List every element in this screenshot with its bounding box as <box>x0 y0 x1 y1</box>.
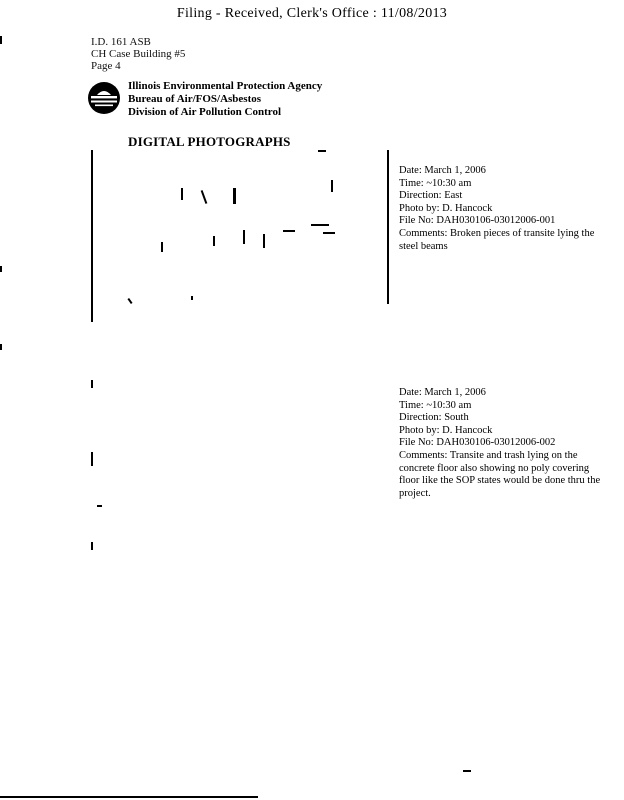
agency-name: Illinois Environmental Protection Agency <box>128 80 323 92</box>
scan-artifact <box>0 36 2 44</box>
photo-2-date: Date: March 1, 2006 <box>399 387 486 398</box>
photo-1-comments: Comments: Broken pieces of transite lying the steel beams <box>399 227 595 252</box>
photo-1-time: Time: ~10:30 am <box>399 177 472 189</box>
photo-1-file-no: File No: DAH030106-03012006-001 <box>399 215 556 227</box>
scan-artifact <box>463 770 471 772</box>
photo-2-edge-mark <box>97 505 102 507</box>
photo-2-edge-mark <box>91 452 93 466</box>
photo-2-edge-mark <box>91 380 93 388</box>
filing-stamp: Filing - Received, Clerk's Office : 11/08/2013 <box>176 6 448 21</box>
photo-1-photographer: Photo by: D. Hancock <box>399 202 493 214</box>
photo-2-time: Time: ~10:30 am <box>399 399 472 411</box>
photo-1 <box>91 150 389 304</box>
header-id: I.D. 161 ASB <box>91 36 151 48</box>
agency-division: Division of Air Pollution Control <box>128 106 282 118</box>
photo-2-comments: Comments: Transite and trash lying on the concrete floor also showing no poly covering floor like the SOP states would be done thru the project. <box>399 449 601 499</box>
photo-2-edge-mark <box>91 542 93 550</box>
agency-bureau: Bureau of Air/FOS/Asbestos <box>128 93 262 105</box>
photo-2-file-no: File No: DAH030106-03012006-002 <box>399 437 556 449</box>
illinois-epa-logo-icon <box>86 80 122 116</box>
scan-artifact <box>0 344 2 350</box>
photo-1-details <box>399 165 609 253</box>
photo-1-date: Date: March 1, 2006 <box>399 165 486 176</box>
header-page: Page 4 <box>91 60 121 72</box>
scan-bottom-edge <box>0 796 258 798</box>
photo-2-photographer: Photo by: D. Hancock <box>399 424 493 436</box>
photo-1-direction: Direction: East <box>399 190 463 202</box>
section-title: DIGITAL PHOTOGRAPHS <box>128 134 291 149</box>
photo-2-direction: Direction: South <box>399 412 469 424</box>
header-site: CH Case Building #5 <box>91 48 186 60</box>
photo-2-edge <box>91 300 93 322</box>
photo-2-details <box>399 387 609 500</box>
scan-artifact <box>0 266 2 272</box>
